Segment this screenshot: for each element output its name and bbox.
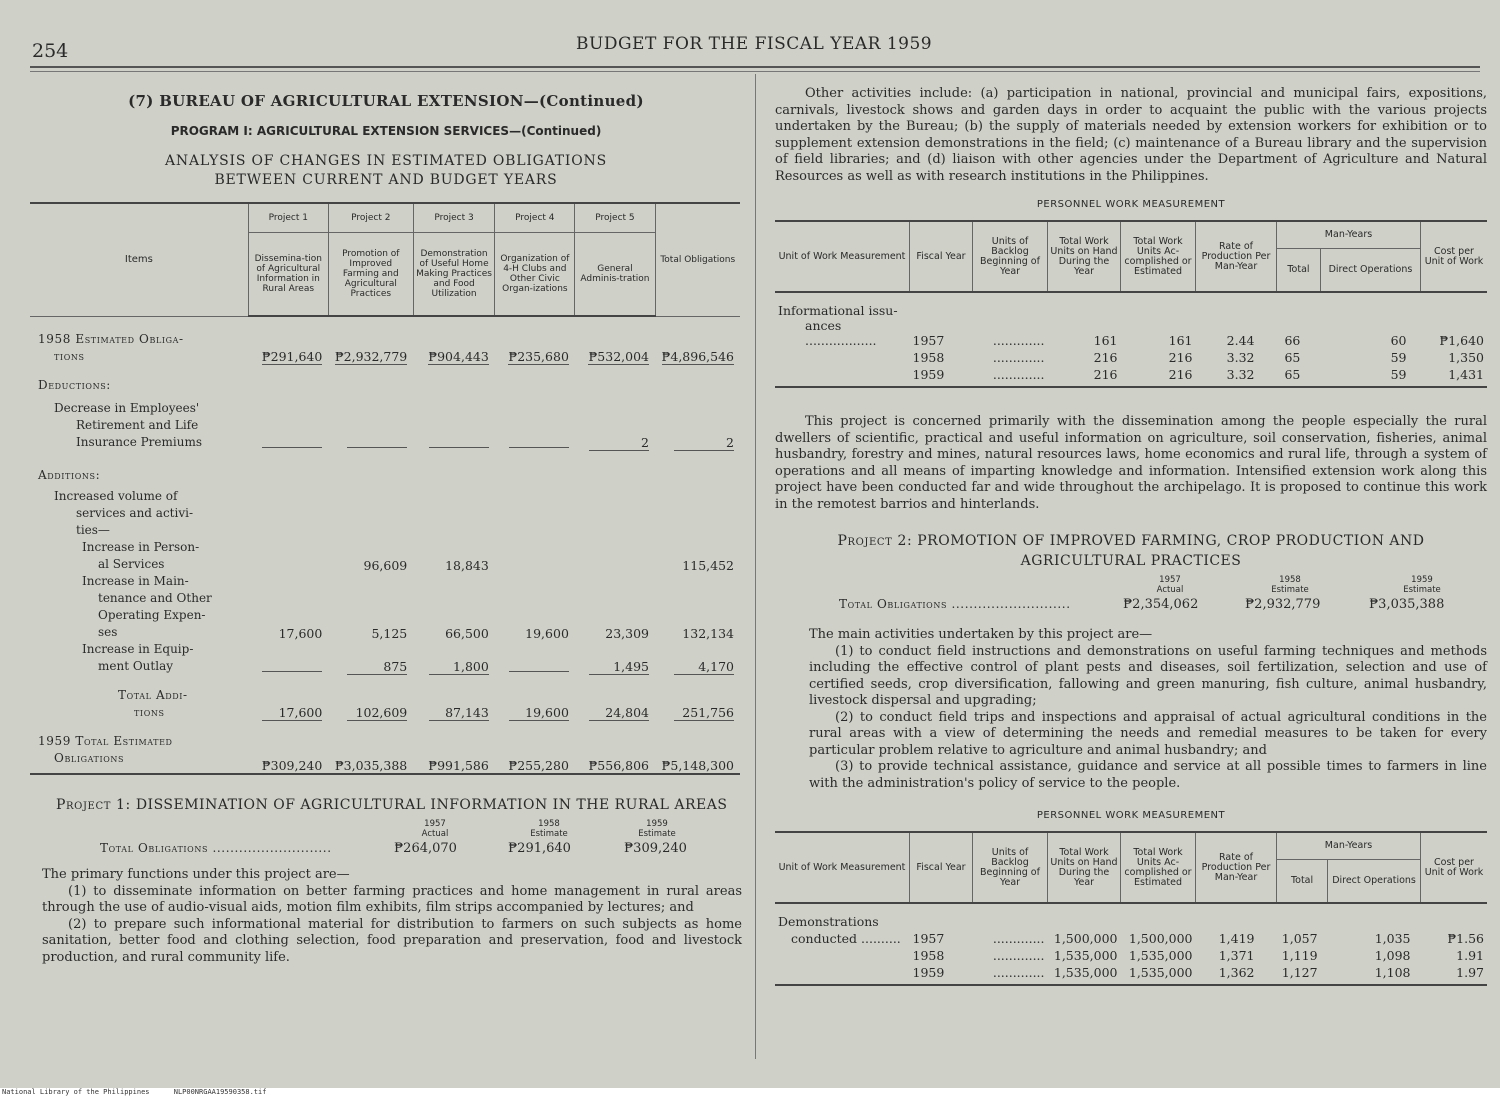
total-value: ₱2,354,062 [1123,597,1199,612]
project-header: Project 5 [575,203,655,233]
table-cell: ............. [992,333,1045,348]
table-row [775,365,1487,387]
left-column [30,78,742,966]
table-row [30,348,740,365]
table-cell: 59 [1390,350,1407,365]
row-label: ses [98,625,118,639]
col-accomplished: Total Work Units Ac-complished or Estimated [1121,832,1196,903]
col-head-kind: Estimate [1271,585,1309,595]
row-label: ment Outlay [98,659,174,673]
table-cell: 1,535,000 [1128,948,1193,963]
table-cell: 1,098 [1374,948,1411,963]
unit-label: ances .................. [805,318,877,348]
project-description: Demonstration of Useful Home Making Practices and Food Utilization [413,233,495,317]
table-cell: 115,452 [682,558,734,573]
table-cell: 1957 [912,931,945,946]
scan-footer [0,1088,1500,1096]
table-cell: 3.32 [1196,365,1277,387]
col-man-years: Man-Years [1277,832,1421,860]
table-cell: ₱255,280 [508,758,569,773]
table-cell: 1,419 [1218,931,1255,946]
table-cell: 1.91 [1456,948,1484,963]
project2-heading-line2: AGRICULTURAL PRACTICES [1020,553,1242,569]
col-fiscal: Fiscal Year [910,221,973,292]
table-cell: 1,371 [1218,948,1255,963]
row-label: 1959 Total Estimated [38,734,173,748]
col-unit: Unit of Work Measurement [775,832,910,903]
page-number: 254 [32,40,69,62]
table-cell: 1,800 [429,659,489,675]
table-cell: 1,362 [1196,963,1277,985]
project1-heading [30,797,742,813]
table-cell [575,556,655,573]
table-cell: 19,600 [509,705,569,721]
table-row [775,318,1487,348]
table-cell: 102,609 [347,705,407,721]
total-obligations-text: Total Obligations [100,841,209,855]
table-cell: 19,600 [525,626,569,641]
table-cell: 59 [1320,365,1420,387]
table-cell: 216 [1093,350,1118,365]
table-cell: 132,134 [682,626,734,641]
table-cell: 66 [1284,333,1301,348]
col-on-hand: Total Work Units on Hand During the Year [1048,832,1121,903]
col-man-years: Man-Years [1277,221,1421,249]
table-cell: 1,500,000 [1128,931,1193,946]
table-cell: ₱2,932,779 [334,349,408,364]
col-head-year: 1959 [646,819,668,829]
table-cell: 216 [1168,350,1193,365]
unit-label: Demonstrations [778,914,879,929]
table-cell [248,556,328,573]
table-cell: 1,431 [1421,365,1488,387]
project2-heading [775,531,1487,571]
unit-label-text: conducted [791,931,858,946]
col-accomplished: Total Work Units Ac-complished or Estimated [1121,221,1196,292]
table-cell: 1959 [910,365,973,387]
col-rate: Rate of Production Per Man-Year [1196,221,1277,292]
table-cell: 3.32 [1226,350,1255,365]
table-row [775,946,1487,963]
unit-label: Informational issu- [778,303,898,318]
row-label: ties— [76,523,110,537]
unit-label-text: ances [805,318,842,333]
project2-intro: The main activities undertaken by this project are— [809,627,1153,642]
table-cell [509,671,569,672]
table-cell: 60 [1390,333,1407,348]
table-cell: ₱556,806 [588,758,649,773]
project1-totals [30,819,742,857]
table-cell: 18,843 [445,558,489,573]
table-cell: 1,119 [1281,948,1318,963]
col-backlog: Units of Backlog Beginning of Year [973,221,1048,292]
row-label: Total Addi- [118,688,188,702]
project1-heading-prefix: Project 1: [56,797,131,813]
col-head-year: 1958 [538,819,560,829]
project1-item: (1) to disseminate information on better farming practices and home management in rural areas through the use of audio-visual aids, motion film exhibits, film strips accompanied by lectures; and [42,883,742,915]
col-head [622,819,692,839]
project-header: Project 3 [413,203,495,233]
total-value: ₱264,070 [394,841,457,856]
row-label: 1958 Estimated Obliga- [38,332,184,346]
project2-heading-text: PROMOTION OF IMPROVED FARMING, CROP PRODUCTION AND [917,533,1425,549]
project-header: Project 4 [495,203,575,233]
table-row [30,750,740,774]
table-cell: ............. [992,931,1045,946]
section-label: Additions: [38,468,101,482]
col-head [1255,575,1325,595]
total-obligations-text: Total Obligations [839,597,948,611]
col-head-kind: Actual [1156,585,1184,595]
col-man-years-total: Total [1277,860,1328,904]
pwm2-heading: PERSONNEL WORK MEASUREMENT [1036,810,1226,821]
right-column [775,74,1487,986]
table-cell: ₱904,443 [428,349,489,364]
table-cell: 1,057 [1281,931,1318,946]
table-cell: 65 [1277,365,1321,387]
project1-heading-text: DISSEMINATION OF AGRICULTURAL INFORMATION IN THE RURAL AREAS [135,797,728,813]
table-cell: 216 [1048,365,1121,387]
table-cell: 1,535,000 [1048,963,1121,985]
table-cell: ............. [973,963,1048,985]
table-cell: ₱3,035,388 [334,758,408,773]
table-cell: 96,609 [363,558,408,573]
table-cell: 1,350 [1448,350,1484,365]
table-cell: 2 [674,435,734,451]
table-cell: 2 [589,435,649,451]
col-man-years-total: Total [1277,249,1321,293]
col-head-kind: Estimate [638,829,676,839]
table-row [30,434,740,451]
table-row [775,963,1487,985]
col-cost: Cost per Unit of Work [1421,221,1488,292]
table-cell: 1,495 [589,659,649,675]
bureau-heading: (7) BUREAU OF AGRICULTURAL EXTENSION—(Continued) [128,92,644,110]
project1-intro: The primary functions under this project are— [42,867,350,882]
table-cell: 161 [1093,333,1118,348]
table-cell: 87,143 [429,705,489,721]
table-cell: 1,535,000 [1121,963,1196,985]
table-cell: ............. [992,948,1045,963]
row-label: Increase in Person- [82,540,200,554]
row-label: tions [134,705,165,719]
header-rule [30,66,1480,72]
analysis-heading-line2: BETWEEN CURRENT AND BUDGET YEARS [214,172,558,188]
table-row [30,331,740,348]
table-cell: ₱532,004 [588,349,649,364]
total-obligations-label: Total Obligations ........................... [839,597,1071,611]
table-cell: 1957 [912,333,945,348]
table-cell [262,447,322,448]
pwm-heading: PERSONNEL WORK MEASUREMENT [1036,199,1226,210]
col-man-years-direct: Direct Operations [1320,249,1420,293]
total-obligations-label: Total Obligations ........................... [100,841,332,855]
analysis-heading-line1: ANALYSIS OF CHANGES IN ESTIMATED OBLIGATIONS [165,153,607,169]
program-heading: PROGRAM I: AGRICULTURAL EXTENSION SERVICES—(Continued) [170,124,602,138]
project-header: Project 1 [248,203,328,233]
col-head-year: 1957 [424,819,446,829]
table-row [30,624,740,641]
table-cell: ₱1.56 [1447,931,1484,946]
row-label: al Services [98,557,165,571]
table-row [30,704,740,721]
project2-heading-prefix: Project 2: [837,533,913,549]
row-label: Insurance Premiums [76,435,203,449]
table-cell: 1,500,000 [1053,931,1118,946]
table-cell: ₱991,586 [428,758,489,773]
total-value: ₱309,240 [624,841,687,856]
project2-item: (1) to conduct field instructions and demonstrations on useful farming techniques and methods including the effective control of plant pests and diseases, soil fertilization, selection and use of certified seeds, crop diversification, fallowing and green manuring, fish culture, animal husbandry, livestock dispersal and upgrading; [809,643,1487,708]
project2-item: (2) to conduct field trips and inspections and appraisal of actual agricultural conditions in the rural areas with a view of determining the needs and remedial measures to be taken for every particular problem relative to agriculture and animal husbandry; and [809,709,1487,758]
col-fiscal: Fiscal Year [910,832,973,903]
row-label: Increased volume of [54,489,178,503]
table-cell: 1,035 [1374,931,1411,946]
table-cell: 1,127 [1277,963,1328,985]
project2-totals [775,575,1487,613]
table-cell: 65 [1284,350,1301,365]
footer-file: NLP00NRGAA19590358.tif [173,1088,267,1096]
table-cell [509,447,569,448]
project-description: General Adminis-tration [575,233,655,317]
personnel-work-table [775,220,1487,388]
row-label: services and activi- [76,506,193,520]
col-head-year: 1958 [1279,575,1301,585]
table-cell: ₱235,680 [508,349,569,364]
col-man-years-direct: Direct Operations [1328,860,1421,904]
page-title: BUDGET FOR THE FISCAL YEAR 1959 [576,34,933,54]
col-head-kind: Estimate [530,829,568,839]
col-head-kind: Actual [421,829,449,839]
table-row [30,658,740,675]
table-cell: 1958 [912,350,945,365]
table-cell: 1,108 [1328,963,1421,985]
project2-item: (3) to provide technical assistance, guidance and service at all possible times to farmers in line with the administration's policy of service to the people. [809,759,1487,791]
section-label: Deductions: [38,378,111,392]
table-cell: 251,756 [674,705,734,721]
col-backlog: Units of Backlog Beginning of Year [973,832,1048,903]
col-head-year: 1957 [1159,575,1181,585]
table-cell: ₱4,896,546 [661,349,734,364]
table-cell: 23,309 [605,626,649,641]
table-cell: ₱1,640 [1439,333,1484,348]
col-head [1135,575,1205,595]
table-cell: 161 [1168,333,1193,348]
other-activities-paragraph: Other activities include: (a) participation in national, provincial and municipal fairs, expositions, carnivals, livestock shows and garden days in order to acquaint the public with the various projects undertaken by the Bureau; (b) the supply of materials needed by extension workers for exhibition or to supplement extension demonstrations in the field; (c) maintenance of a Bureau library and the supervision of field libraries; and (d) liaison with other agencies under the Department of Agriculture and Natural Resources as well as with research institutions in the Philippines. [775,86,1487,184]
unit-label: conducted .......... [791,931,901,946]
project1-description: This project is concerned primarily with the dissemination among the people especially the rural dwellers of scientific, practical and useful information on agriculture, soil conservation, fisheries, animal husbandry, forestry and mines, natural resources laws, home economics and rural life, through a system of operations and all means of imparting knowledge and information. Intensified extension work along this project have been conducted far and wide throughout the archipelago. It is proposed to continue this work in the remotest barrios and hinterlands. [775,414,1487,512]
row-label: Increase in Equip- [82,642,194,656]
table-cell: 17,600 [262,705,322,721]
table-cell: 1958 [912,948,945,963]
row-label: Operating Expen- [98,608,206,622]
table-cell: 24,804 [589,705,649,721]
table-cell: 875 [347,659,407,675]
table-cell: 1959 [910,963,973,985]
table-cell [347,447,407,448]
project1-item: (2) to prepare such informational material for distribution to farmers on such subjects as home sanitation, better food and clothing selection, food preparation and preservation, food and livestock production, and rural community life. [42,916,742,965]
table-cell [262,671,322,672]
analysis-table [30,202,740,775]
table-cell [429,447,489,448]
table-row [30,556,740,573]
col-head-year: 1959 [1411,575,1433,585]
table-row [775,348,1487,365]
col-head [400,819,470,839]
table-cell: 2.44 [1226,333,1255,348]
table-cell: ₱309,240 [261,758,323,773]
row-label: Retirement and Life [76,418,199,432]
project-description: Promotion of Improved Farming and Agricultural Practices [328,233,413,317]
footer-library: National Library of the Philippines [2,1088,150,1096]
table-cell: 5,125 [371,626,408,641]
col-head [514,819,584,839]
project-description: Dissemina-tion of Agricultural Information in Rural Areas [248,233,328,317]
table-cell: ₱291,640 [261,349,323,364]
table-cell [495,556,575,573]
personnel-work-table-2 [775,831,1487,986]
total-value: ₱291,640 [508,841,571,856]
col-head [1387,575,1457,595]
project2-heading-line1 [775,531,1487,551]
table-cell: ............. [992,350,1045,365]
column-divider [755,74,756,1059]
col-on-hand: Total Work Units on Hand During the Year [1048,221,1121,292]
row-label: Increase in Main- [82,574,189,588]
total-obligations-header: Total Obligations [655,203,740,316]
row-label: tions [54,349,85,363]
table-cell: ............. [973,365,1048,387]
table-cell: 1,535,000 [1053,948,1118,963]
table-cell: 4,170 [674,659,734,675]
row-label: Obligations [54,751,125,765]
row-label: tenance and Other [98,591,212,605]
table-row [775,929,1487,946]
total-value: ₱2,932,779 [1245,597,1321,612]
col-head-kind: Estimate [1403,585,1441,595]
table-cell: 216 [1121,365,1196,387]
col-cost: Cost per Unit of Work [1421,832,1488,903]
col-rate: Rate of Production Per Man-Year [1196,832,1277,903]
items-header: Items [30,203,248,316]
col-unit: Unit of Work Measurement [775,221,910,292]
table-cell: 1.97 [1421,963,1488,985]
project-description: Organization of 4-H Clubs and Other Civic Organ-izations [495,233,575,317]
table-cell: 17,600 [278,626,323,641]
table-cell: ₱5,148,300 [661,758,734,773]
project-header: Project 2 [328,203,413,233]
row-label: Decrease in Employees' [54,401,200,415]
total-value: ₱3,035,388 [1369,597,1445,612]
table-cell: 66,500 [445,626,489,641]
analysis-heading [30,152,742,190]
